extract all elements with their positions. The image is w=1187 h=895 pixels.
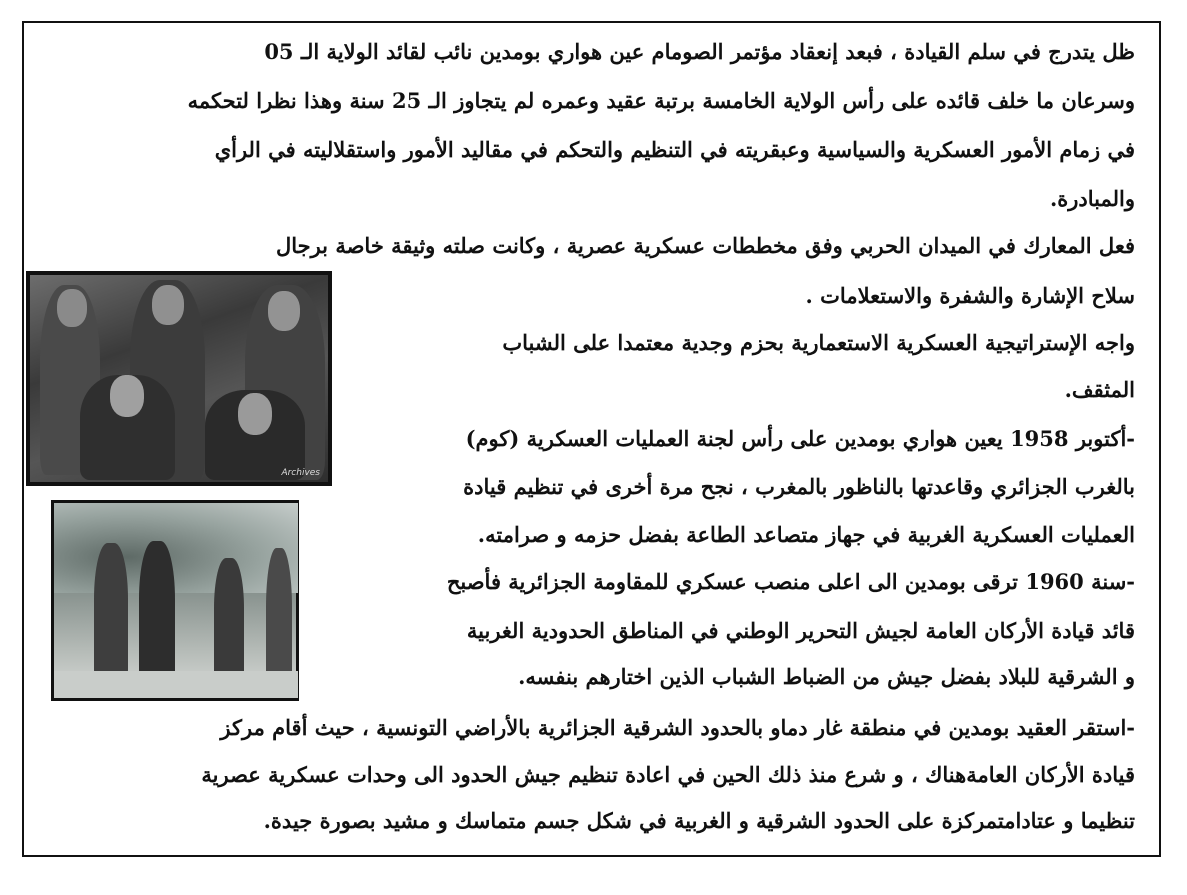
officers-walking-photo xyxy=(51,500,299,701)
text-line: تنظيما و عتادامتمركزة على الحدود الشرقية و الغربية في شكل جسم متماسك و مشيد بصورة جيدة. xyxy=(263,808,1135,833)
text-line: سلاح الإشارة والشفرة والاستعلامات . xyxy=(805,283,1135,308)
text-line: -أكتوبر 1958 يعين هواري بومدين على رأس لجنة العمليات العسكرية (كوم) xyxy=(465,426,1135,451)
text-line: وسرعان ما خلف قائده على رأس الولاية الخامسة برتبة عقيد وعمره لم يتجاوز الـ 25 سنة وهذا نظرا لتحكمه xyxy=(187,88,1135,113)
text-line: في زمام الأمور العسكرية والسياسية وعبقريته في التنظيم والتحكم في مقاليد الأمور واستقلاليته في الرأي xyxy=(214,137,1135,162)
text-line: -استقر العقيد بومدين في منطقة غار دماو بالحدود الشرقية الجزائرية بالأراضي التونسية ، حيث أقام مركز xyxy=(220,715,1135,740)
text-line: قائد قيادة الأركان العامة لجيش التحرير الوطني في المناطق الحدودية الغربية xyxy=(466,618,1135,643)
photo-caption: Archives xyxy=(281,468,320,478)
text-line: بالغرب الجزائري وقاعدتها بالناظور بالمغرب ، نجح مرة أخرى في تنظيم قيادة xyxy=(463,474,1135,499)
text-line: المثقف. xyxy=(1064,377,1135,402)
text-line: واجه الإستراتيجية العسكرية الاستعمارية بحزم وجدية معتمدا على الشباب xyxy=(502,330,1135,355)
group-portrait-photo xyxy=(26,271,332,486)
text-line: ظل يتدرج في سلم القيادة ، فبعد إنعقاد مؤتمر الصومام عين هواري بومدين نائب لقائد الولاية الـ 05 xyxy=(264,39,1135,64)
text-line: فعل المعارك في الميدان الحربي وفق مخططات عسكرية عصرية ، وكانت صلته وثيقة خاصة برجال xyxy=(275,233,1135,258)
text-line: و الشرقية للبلاد بفضل جيش من الضباط الشباب الذين اختارهم بنفسه. xyxy=(518,664,1135,689)
text-line: والمبادرة. xyxy=(1049,186,1135,211)
text-line: العمليات العسكرية الغربية في جهاز متصاعد الطاعة بفضل حزمه و صرامته. xyxy=(477,522,1135,547)
text-line: -سنة 1960 ترقى بومدين الى اعلى منصب عسكري للمقاومة الجزائرية فأصبح xyxy=(446,569,1135,594)
text-line: قيادة الأركان العامةهناك ، و شرع منذ ذلك الحين في اعادة تنظيم جيش الحدود الى وحدات عسكرية عصرية xyxy=(201,762,1135,787)
